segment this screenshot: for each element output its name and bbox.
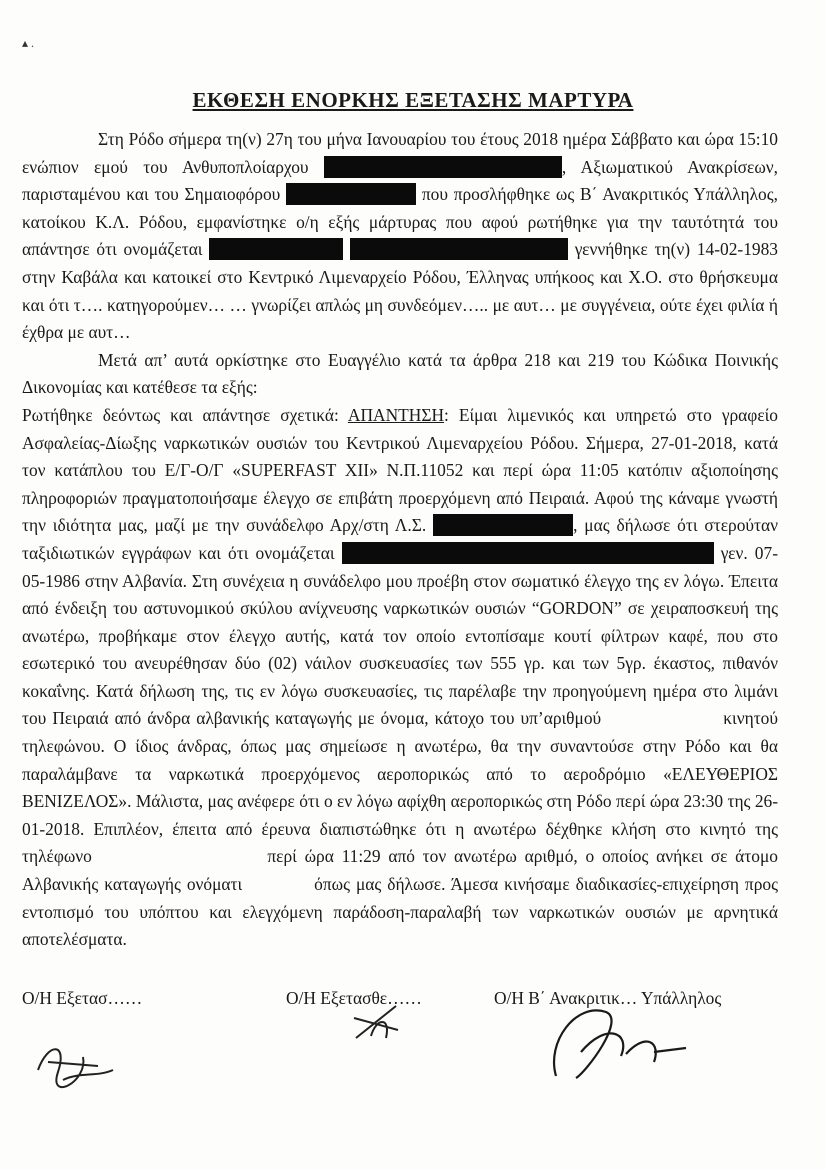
redacted-surname-witness [350,238,568,260]
testimony-paragraph [22,402,778,954]
witness-signature-icon [28,1022,128,1092]
witness-signature-label: Ο/Η Εξετασ…… [22,988,143,1008]
intro-text-a: Στη Ρόδο σήμερα τη(ν) 27η του μήνα Ιανουαρίου του έτους 2018 ημέρα Σάββατο και ώρα 15:10 ενώπιον εμού του Ανθυποπλοίαρχου [22,129,778,177]
redacted-name-ensign [286,183,416,205]
oath-paragraph: Μετά απ’ αυτά ορκίστηκε στο Ευαγγέλιο κατά τα άρθρα 218 και 219 του Κώδικα Ποινικής Δικονομίας και κατέθεσε τα εξής: [22,349,778,398]
testimony-text-f: περί ώρα 11:29 από τον ανωτέρω αριθμό, ο οποίος ανήκει σε άτομο Αλβανικής καταγωγής ονόματι [22,846,778,895]
intro-paragraph [22,126,778,347]
testimony-text-c: γεν. 07-05-1986 στην Αλβανία. Στη συνέχεια η συνάδελφο μου προέβη στον σωματικό έλεγχο της εν λόγω. Έπειτα από ένδειξη του αστυνομικού σκύλου ανίχνευσης ναρκωτικών ουσιών “GORDON” σε χειραποσκευή της ανωτέρω, προβήκαμε στον έλεγχο αυτής, κατά τον οποίο εντοπίσαμε κουτί φίλτρων καφέ, που στο εσωτερικό του ανευρέθησαν δύο (02) νάιλον συσκευασίες των 555 γρ. και των 5γρ. έκαστος, πιθανόν κοκαΐνης. Κατά δήλωση της, τις εν λόγω συσκευασίες, τις παρέλαβε την προηγούμενη ημέρα στο λιμάνι του Πειραιά από άνδρα αλβανικής καταγωγής με όνομα [22,542,778,729]
testimony-text-a: : Είμαι λιμενικός και υπηρετώ στο γραφείο Ασφαλείας-Δίωξης ναρκωτικών ουσιών του Κεντρικού Λιμεναρχείου Ρόδου. Σήμερα, 27-01-2018, κατά τον κατάπλου του Ε/Γ-Ο/Γ «SUPERFAST XII» Ν.Π.11052 και περί ώρα 11:05 κατόπιν αξιοποίησης πληροφοριών πραγματοποιήσαμε έλεγχο σε επιβάτη προερχόμενη από Πειραιά. Αφού της κάναμε γνωστή την ιδιότητα μας, μαζί με την συνάδελφο Αρχ/στη Λ.Σ. [22,404,779,536]
redacted-name-suspect [342,542,714,564]
document-title: ΕΚΘΕΣΗ ΕΝΟΡΚΗΣ ΕΞΕΤΑΣΗΣ ΜΑΡΤΥΡΑ [192,88,634,112]
document-body [22,126,778,954]
assistant-signature-label: Ο/Η Β΄ Ανακριτικ… Υπάλληλος [494,988,722,1008]
testimony-lead: Ρωτήθηκε δεόντως και απάντησε σχετικά: [22,404,339,425]
assistant-signature-icon [536,992,716,1084]
redacted-name-witness [209,238,343,260]
testimony-text-b: , μας δήλωσε ότι στερούταν ταξιδιωτικών εγγράφων και ότι ονομάζεται [22,515,778,563]
examiner-signature-label: Ο/Η Εξετασθε…… [286,988,422,1008]
testimony-text-g: όπως μας δήλωσε. Άμεσα κινήσαμε διαδικασίες-επιχείρηση προς εντοπισμό του υπόπτου και ελεγχόμενη παράδοση-παραλαβή των ναρκωτικών ουσιών με αρνητικά αποτελέσματα. [22,874,778,950]
testimony-text-e: κινητού τηλεφώνου. Ο ίδιος άνδρας, όπως μας σημείωσε η ανωτέρω, θα την συναντούσε στην Ρόδο και θα παραλάμβανε τα ναρκωτικά προερχόμενος αεροπορικώς από το αεροδρόμιο «ΕΛΕΥΘΕΡΙΟΣ ΒΕΝΙΖΕΛΟΣ». Μάλιστα, μας ανέφερε ότι ο εν λόγω αφίχθη αεροπορικώς στη Ρόδο περί ώρα 23:30 της 26-01-2018. Επιπλέον, έπειτα από έρευνα διαπιστώθηκε ότι η ανωτέρω δέχθηκε κλήση στο κινητό της τηλέφωνο [22,708,778,867]
scan-mark-icon: ▴ . [22,36,35,50]
examiner-signature-icon [336,988,416,1048]
testimony-text-d: , κάτοχο του υπ’αριθμού [424,708,602,729]
redacted-name-officer [324,156,562,178]
answer-label: ΑΠΑΝΤΗΣΗ [347,404,445,425]
redacted-name-colleague [433,514,573,536]
intro-text-b: , Αξιωματικού Ανακρίσεων, παρισταμένου και του Σημαιοφόρου [22,156,778,205]
intro-text-d: γεννήθηκε τη(ν) 14-02-1983 στην Καβάλα και κατοικεί στο Κεντρικό Λιμεναρχείο Ρόδου, Έλληνας υπήκοος και Χ.Ο. στο θρήσκευμα και ότι τ…. κατηγορούμεν… … γνωρίζει απλώς μη συνδεόμεν….. με αυτ… με συγγένεια, ούτε έχει φιλία ή έχθρα με αυτ… [22,239,778,343]
intro-text-c: που προσλήφθηκε ως Β΄ Ανακριτικός Υπάλληλος, κατοίκου Κ.Λ. Ρόδου, εμφανίστηκε ο/η εξής μάρτυρας που αφού ρωτήθηκε για την ταυτότητά του απάντησε ότι ονομάζεται [22,184,778,260]
